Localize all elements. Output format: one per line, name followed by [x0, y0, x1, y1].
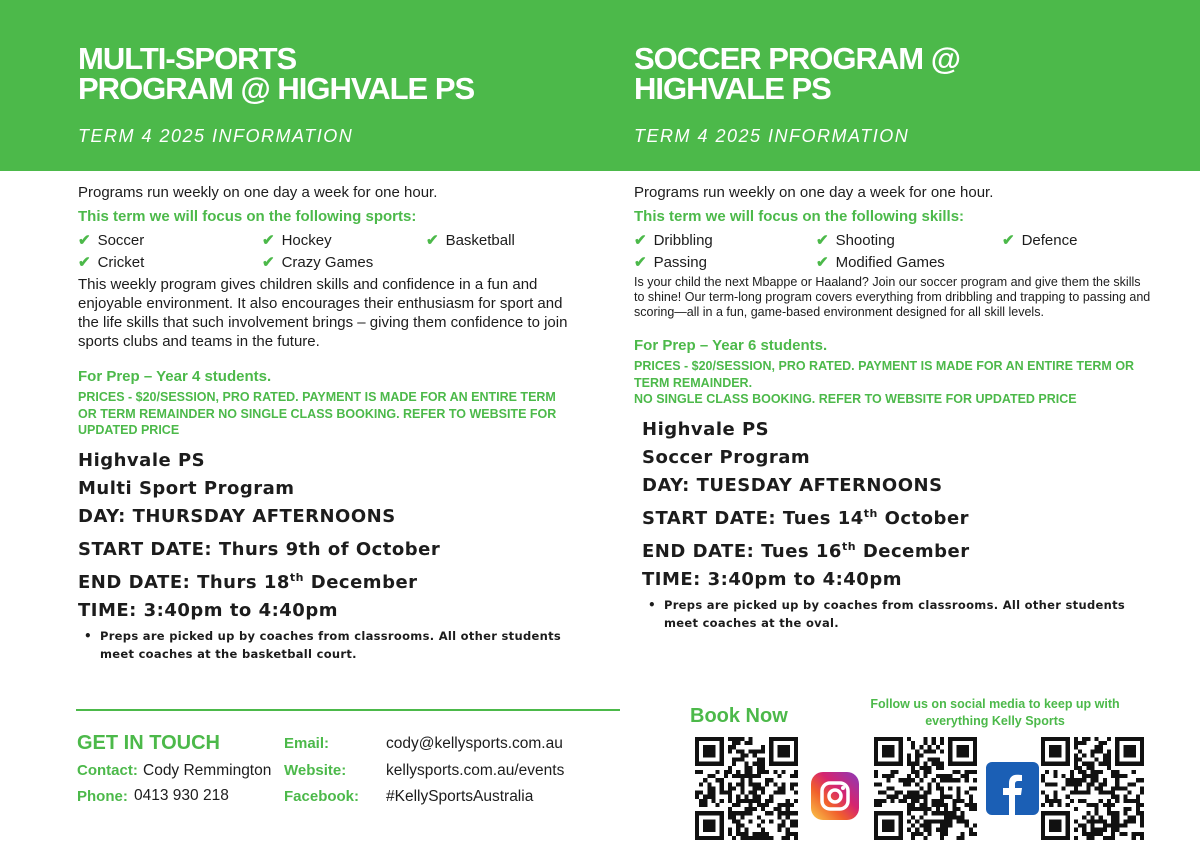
phone-number[interactable]: 0413 930 218	[134, 787, 229, 804]
focus-heading: This term we will focus on the following skills:	[634, 208, 965, 225]
page-title-multi-sports	[78, 41, 475, 106]
program-description: Is your child the next Mbappe or Haaland? Join our soccer program and give them the skills to shine! Our term-long program covers everything from dribbling and trapping to passing and scoring—all in a fun, game-based environment designed for all skill levels.	[634, 275, 1151, 319]
intro-text: Programs run weekly on one day a week for one hour.	[78, 184, 438, 201]
start-date	[78, 531, 578, 564]
program-description: This weekly program gives children skills and confidence in a fun and enjoyable environment. It also encourages their enthusiasm for sport and the life skills that such involvement brings – giving them confidence to join sports clubs and teams in the future.	[78, 276, 568, 350]
check-icon: ✔	[1002, 232, 1015, 249]
item-label: Passing	[653, 253, 707, 271]
sports-list	[78, 231, 578, 271]
qr-code-icon[interactable]	[1041, 737, 1144, 840]
school-name: Highvale PS	[642, 418, 770, 440]
qr-code-icon[interactable]	[695, 737, 798, 840]
start-date	[642, 500, 1154, 533]
list-item	[634, 231, 810, 249]
check-icon: ✔	[634, 232, 647, 249]
pickup-note-text: Preps are picked up by coaches from classrooms. All other students meet coaches at the oval.	[663, 597, 1126, 630]
follow-us-text: Follow us on social media to keep up with everything Kelly Sports	[870, 697, 1120, 728]
pricing-line: PRICES - $20/SESSION, PRO RATED. PAYMENT IS MADE FOR AN ENTIRE TERM OR TERM REMAINDER.	[634, 359, 1135, 390]
check-icon: ✔	[262, 254, 275, 271]
facebook-icon[interactable]	[986, 762, 1039, 815]
bullet-icon: •	[84, 628, 92, 643]
website-label: Website:	[284, 762, 347, 779]
end-suffix: th	[289, 570, 305, 584]
item-label: Defence	[1021, 231, 1078, 249]
program-name: Multi Sport Program	[78, 477, 295, 499]
school-name: Highvale PS	[78, 449, 206, 471]
soccer-column	[634, 184, 1154, 632]
start-value: Tues 14	[782, 507, 864, 529]
list-item	[634, 253, 810, 271]
list-item	[262, 253, 420, 271]
list-item	[78, 253, 256, 271]
pricing-line: NO SINGLE CLASS BOOKING. REFER TO WEBSITE FOR UPDATED PRICE	[634, 392, 1077, 406]
end-label: END DATE:	[642, 540, 762, 562]
start-month: October	[877, 507, 970, 529]
program-details	[78, 447, 578, 625]
pricing-line: PRICES - $20/SESSION, PRO RATED. PAYMENT IS MADE FOR AN ENTIRE TERM OR TERM REMAINDER NO SINGLE CLASS BOOKING. REFER TO WEBSITE FOR UPDATED PRICE	[78, 390, 557, 437]
contact-label: Contact:	[77, 762, 138, 779]
program-time: TIME: 3:40pm to 4:40pm	[78, 599, 338, 621]
pickup-note	[648, 596, 1154, 632]
check-icon: ✔	[816, 232, 829, 249]
check-icon: ✔	[816, 254, 829, 271]
list-item	[78, 231, 256, 249]
list-item	[262, 231, 420, 249]
title-line-1: SOCCER PROGRAM @	[634, 41, 960, 76]
item-label: Crazy Games	[281, 253, 374, 271]
item-label: Hockey	[281, 231, 332, 249]
phone-label: Phone:	[77, 788, 128, 805]
page-title-soccer	[634, 41, 960, 106]
list-item	[1002, 231, 1142, 249]
start-label: START DATE:	[78, 538, 219, 560]
end-label: END DATE:	[78, 571, 198, 593]
item-label: Modified Games	[835, 253, 945, 271]
pickup-note	[84, 627, 578, 663]
program-details	[642, 416, 1154, 594]
start-label: START DATE:	[642, 507, 783, 529]
term-subtitle: TERM 4 2025 INFORMATION	[78, 126, 354, 146]
end-date	[642, 533, 1154, 566]
website-link[interactable]: kellysports.com.au/events	[386, 762, 565, 779]
focus-heading: This term we will focus on the following sports:	[78, 208, 417, 225]
multi-sports-column	[78, 184, 578, 663]
contact-name: Cody Remmington	[143, 762, 272, 779]
end-suffix: th	[841, 539, 857, 553]
pricing-info	[634, 358, 1154, 408]
title-line-1: MULTI-SPORTS	[78, 41, 297, 76]
item-label: Basketball	[445, 231, 515, 249]
start-suffix: th	[863, 506, 878, 520]
facebook-handle[interactable]: #KellySportsAustralia	[386, 788, 534, 805]
end-month: December	[304, 571, 418, 593]
check-icon: ✔	[78, 232, 91, 249]
list-item	[426, 231, 566, 249]
item-label: Cricket	[97, 253, 145, 271]
facebook-label: Facebook:	[284, 788, 360, 805]
term-subtitle: TERM 4 2025 INFORMATION	[634, 126, 910, 146]
check-icon: ✔	[634, 254, 647, 271]
item-label: Shooting	[835, 231, 895, 249]
check-icon: ✔	[262, 232, 275, 249]
title-line-2: PROGRAM @ HIGHVALE PS	[78, 71, 475, 106]
end-value: Thurs 18	[197, 571, 290, 593]
section-divider	[76, 709, 620, 711]
pickup-note-text: Preps are picked up by coaches from classrooms. All other students meet coaches at the basketball court.	[99, 628, 562, 661]
start-value: Thurs 9th of October	[218, 538, 441, 560]
get-in-touch-heading: GET IN TOUCH	[77, 732, 220, 754]
intro-text: Programs run weekly on one day a week for one hour.	[634, 184, 994, 201]
list-item	[816, 253, 996, 271]
end-month: December	[856, 540, 970, 562]
list-item	[816, 231, 996, 249]
title-line-2: HIGHVALE PS	[634, 71, 831, 106]
bullet-icon: •	[648, 597, 656, 612]
book-now-heading: Book Now	[690, 705, 788, 727]
email-link[interactable]: cody@kellysports.com.au	[386, 735, 563, 752]
item-label: Soccer	[97, 231, 145, 249]
email-label: Email:	[284, 735, 330, 752]
eligibility: For Prep – Year 4 students.	[78, 368, 272, 385]
header-soccer	[600, 0, 1200, 171]
program-time: TIME: 3:40pm to 4:40pm	[642, 568, 902, 590]
qr-code-icon[interactable]	[874, 737, 977, 840]
end-value: Tues 16	[761, 540, 842, 562]
end-date	[78, 564, 578, 597]
skills-list	[634, 231, 1154, 271]
check-icon: ✔	[78, 254, 91, 271]
check-icon: ✔	[426, 232, 439, 249]
item-label: Dribbling	[653, 231, 713, 249]
header-multi-sports	[0, 0, 600, 171]
eligibility: For Prep – Year 6 students.	[634, 337, 828, 354]
program-day: DAY: THURSDAY AFTERNOONS	[78, 505, 396, 527]
pricing-info	[78, 389, 578, 439]
program-name: Soccer Program	[642, 446, 811, 468]
instagram-icon[interactable]	[811, 772, 859, 820]
program-day: DAY: TUESDAY AFTERNOONS	[642, 474, 943, 496]
